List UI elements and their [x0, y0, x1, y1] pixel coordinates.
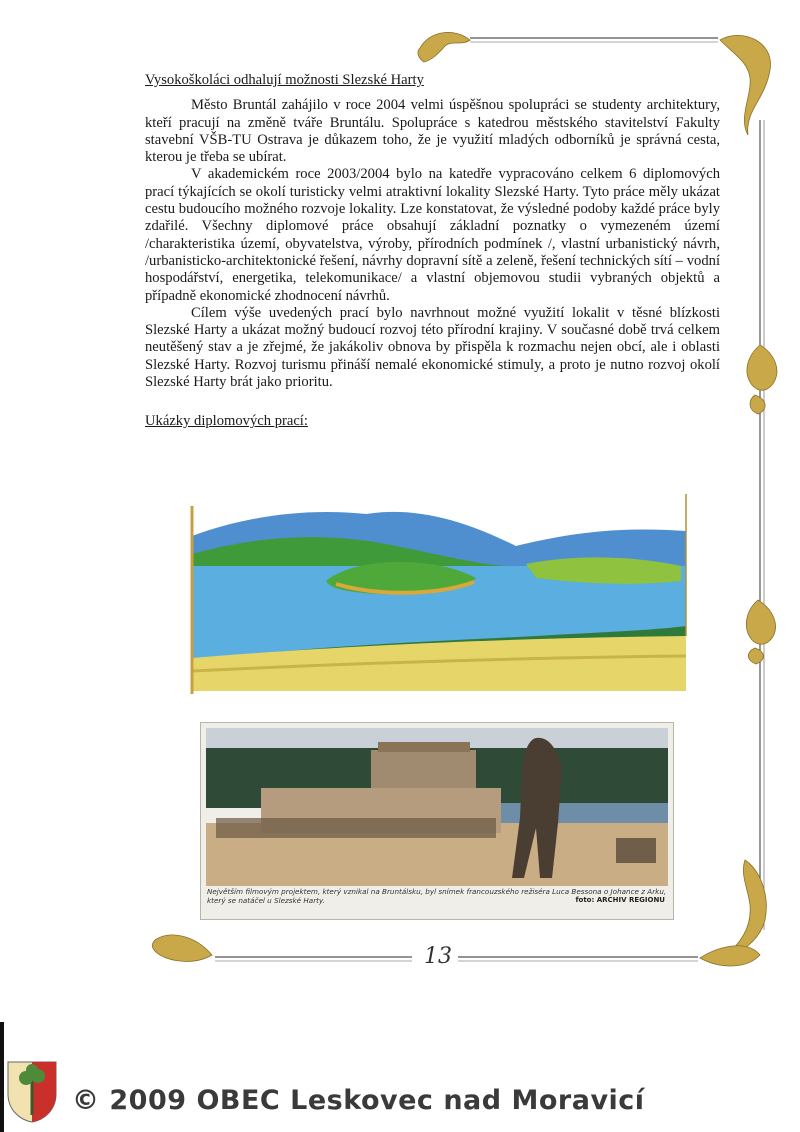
article-title: Vysokoškoláci odhalují možnosti Slezské Harty [145, 72, 424, 88]
landscape-painting [186, 486, 691, 698]
examples-heading: Ukázky diplomových prací: [145, 413, 308, 430]
left-edge-bar [0, 1022, 4, 1132]
photo-credit: foto: ARCHIV REGIONU [575, 896, 665, 904]
photo-caption: Největším filmovým projektem, který vznikal na Bruntálsku, byl snímek francouzského režiséra Luca Bessona o Johance z Arku, který se natáčel u Slezské Harty. [207, 887, 667, 905]
article-paragraph: Cílem výše uvedených prací bylo navrhnout možné využití lokalit v těsné blízkosti Slezské Harty a ukázat možný budoucí rozvoj této přírodní krajiny. V současné době trvá celkem neutěšený stav a je zřejmé, že jakákoliv obnova by přispěla k rozmachu nejen obcí, ale i oblasti Slezské Harty. Rozvoj turismu přináší nemalé ekonomické stimuly, a proto je nutno rozvoj okolí Slezské Harty brát jako prioritu. [145, 304, 720, 391]
article-paragraph: Město Bruntál zahájilo v roce 2004 velmi úspěšnou spolupráci se studenty architektury, kteří pracují na změně tváře Bruntálu. Spolupráce s katedrou městského stavitelství Fakulty stavební VŠB-TU Ostrava je důkazem toho, že je využití mladých odborníků je správná cesta, kterou je třeba se ubírat. [145, 97, 720, 166]
article-paragraph: V akademickém roce 2003/2004 bylo na katedře vypracováno celkem 6 diplomových prací týkajících se okolí turisticky velmi atraktivní lokality Slezské Harty. Tyto práce měly ukázat cestu budoucího možného rozvoje lokality. Lze konstatovat, že výsledné podoby každé práce byly zdařilé. Všechny diplomové práce obsahují základní poznatky o vymezeném území /charakteristika území, obyvatelstva, výroby, přírodních podmínek /, vlastní urbanistický návrh, /urbanisticko-architektonické řešení, návrhy dopravní sítě a zeleně, řešení technických sítí – vodní hospodářství, energetika, telekomunikace/ a vlastní objemovou studii vybraných objektů a případně ekonomické zhodnocení návrhů. [145, 166, 720, 304]
copyright-text: © 2009 OBEC Leskovec nad Moravicí [72, 1085, 645, 1116]
newspaper-clipping [200, 722, 674, 920]
coat-of-arms-icon [6, 1060, 58, 1124]
page-number: 13 [424, 944, 452, 969]
film-set-photo [206, 728, 668, 886]
article [145, 72, 720, 431]
